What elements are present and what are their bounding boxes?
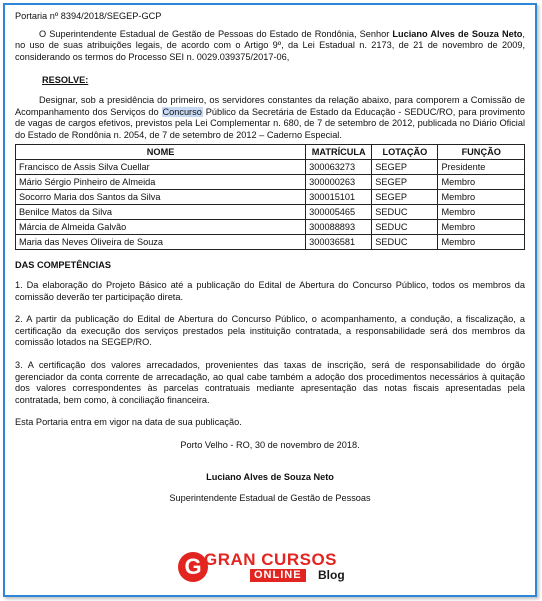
intro-text-2: , no uso de suas atribuições legais, de acordo com o Artigo 9º, da Lei Estadual n. 2173, de 21 de novembro de 2009, considerando os termos do Processo SEI n. 0029.039375/2017-06, [15, 28, 525, 62]
cell-lotacao: SEDUC [372, 205, 438, 220]
cell-nome: Mário Sérgio Pinheiro de Almeida [16, 175, 306, 190]
designation-text-1: Designar, sob a presidência do primeiro, os servidores constantes da relação abaixo, para comporem a Comissão de Acompanhamento dos Serviços do [15, 94, 525, 117]
table-row [16, 175, 525, 190]
cell-funcao: Membro [438, 220, 525, 235]
intro-paragraph [15, 29, 525, 64]
signer-title: Superintendente Estadual de Gestão de Pessoas [169, 493, 371, 504]
superintendent-name: Luciano Alves de Souza Neto [392, 28, 523, 39]
logo-brand-text: GRAN CURSOS [204, 550, 338, 569]
gran-cursos-logo [178, 550, 378, 586]
cell-lotacao: SEDUC [372, 220, 438, 235]
cell-nome: Benilce Matos da Silva [16, 205, 306, 220]
logo-blog-text: Blog [318, 568, 345, 582]
cell-funcao: Membro [438, 190, 525, 205]
cell-lotacao: SEGEP [372, 160, 438, 175]
cell-nome: Márcia de Almeida Galvão [16, 220, 306, 235]
place-date: Porto Velho - RO, 30 de novembro de 2018. [180, 439, 360, 450]
header-nome: NOME [16, 145, 306, 160]
cell-funcao: Presidente [438, 160, 525, 175]
cell-matricula: 300005465 [306, 205, 372, 220]
cell-matricula: 300063273 [306, 160, 372, 175]
competencias-title: DAS COMPETÊNCIAS [15, 260, 111, 271]
designation-paragraph [15, 95, 525, 141]
cell-matricula: 300036581 [306, 235, 372, 250]
cell-lotacao: SEGEP [372, 190, 438, 205]
resolve-heading: RESOLVE: [42, 75, 89, 86]
cell-funcao: Membro [438, 235, 525, 250]
header-funcao: FUNÇÃO [438, 145, 525, 160]
designation-text-2: Público da Secretária de Estado da Educação - SEDUC/RO, para provimento de vagas de cargos efetivos, previstos pela Lei Complementar n. 680, de 7 de setembro de 2012, publicada no Diário Oficial do Estado de Rondônia n. 2054, de 7 de setembro de 2012 – Caderno Especial. [15, 106, 525, 140]
cell-lotacao: SEDUC [372, 235, 438, 250]
cell-matricula: 300015101 [306, 190, 372, 205]
cell-matricula: 300088893 [306, 220, 372, 235]
competencia-item-1: 1. Da elaboração do Projeto Básico até a publicação do Edital de Abertura do Concurso Público, todos os membros da comissão deverão ter participação direta. [15, 279, 525, 302]
cell-matricula: 300000263 [306, 175, 372, 190]
competencia-item-2: 2. A partir da publicação do Edital de Abertura do Concurso Público, o acompanhamento, a condução, a fiscalização, a certificação da execução dos serviços prestados pela instituição contratada, a responsabilidade será dos membros da comissão lotados na SEGEP/RO. [15, 314, 525, 348]
table-row [16, 235, 525, 250]
table-row [16, 205, 525, 220]
portaria-document [5, 5, 535, 505]
members-table [15, 144, 525, 250]
table-header-row [16, 145, 525, 160]
header-lotacao: LOTAÇÃO [372, 145, 438, 160]
portaria-number: Portaria nº 8394/2018/SEGEP-GCP [15, 11, 162, 21]
logo-online-text: ONLINE [250, 569, 306, 582]
cell-nome: Socorro Maria dos Santos da Silva [16, 190, 306, 205]
cell-nome: Francisco de Assis Silva Cuellar [16, 160, 306, 175]
highlighted-word: Concurso [162, 106, 202, 117]
document-frame [3, 3, 537, 597]
cell-funcao: Membro [438, 175, 525, 190]
intro-text-1: O Superintendente Estadual de Gestão de Pessoas do Estado de Rondônia, Senhor [39, 28, 393, 39]
table-row [16, 190, 525, 205]
table-row [16, 160, 525, 175]
competencia-item-3: 3. A certificação dos valores arrecadados, provenientes das taxas de inscrição, será de responsabilidade do órgão gerenciador da conta corrente de arrecadação, ao qual cabe também a adoção dos procedimentos necessários à quitação dos valores correspondentes às parcelas contratuais mediante apresentação das notas fiscais apresentadas pela contratada, bem como, à conciliação financeira. [15, 359, 525, 405]
cell-nome: Maria das Neves Oliveira de Souza [16, 235, 306, 250]
cell-lotacao: SEGEP [372, 175, 438, 190]
vigor-statement: Esta Portaria entra em vigor na data de sua publicação. [15, 417, 242, 428]
signer-name: Luciano Alves de Souza Neto [206, 472, 334, 483]
table-row [16, 220, 525, 235]
logo-g-icon: G [178, 552, 208, 582]
cell-funcao: Membro [438, 205, 525, 220]
header-matricula: MATRÍCULA [306, 145, 372, 160]
